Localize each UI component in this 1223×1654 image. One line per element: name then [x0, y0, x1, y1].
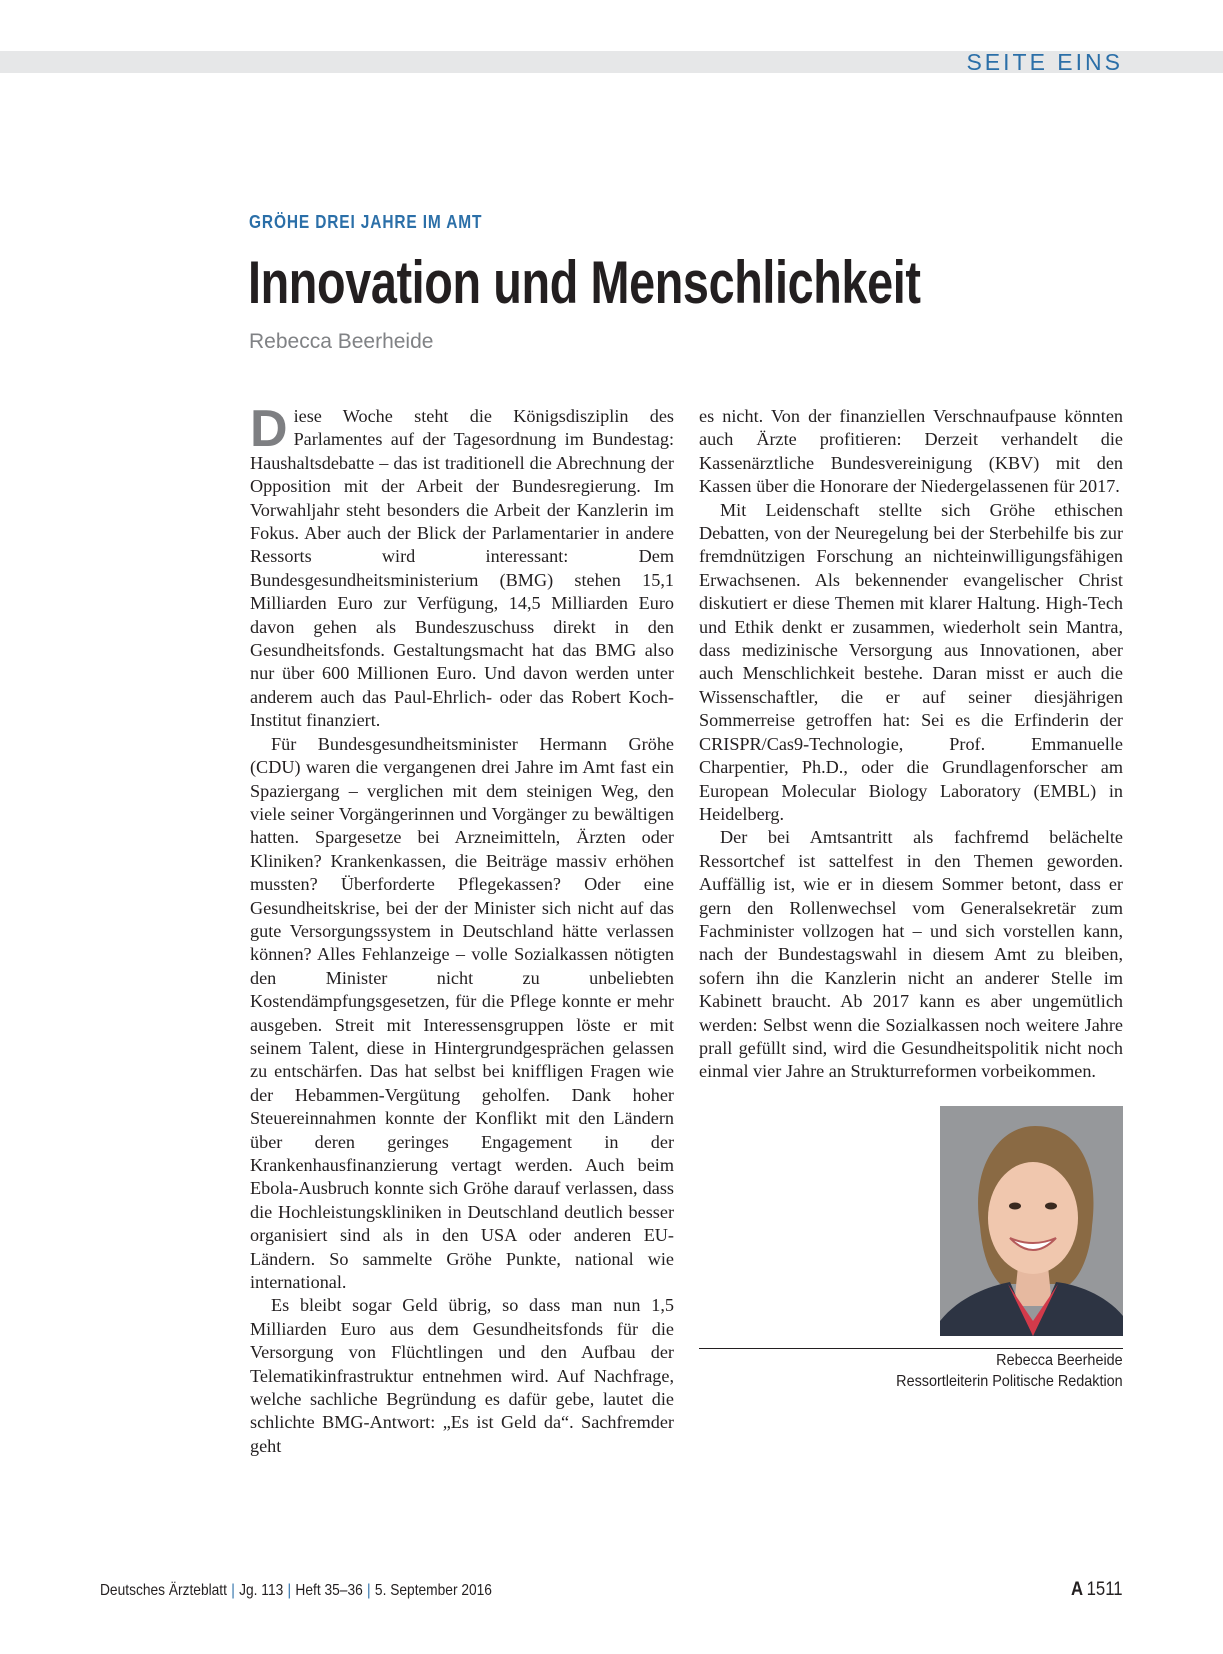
footer-date: 5. September 2016: [374, 1582, 492, 1599]
footer-separator: |: [287, 1582, 292, 1599]
article-title: Innovation und Menschlichkeit: [248, 249, 921, 316]
footer-publication-info: [100, 1582, 492, 1600]
page-number: 1511: [1087, 1579, 1123, 1600]
paragraph: Es bleibt sogar Geld übrig, so dass man nun 1,5 Milliarden Euro aus dem Gesundheitsfonds für die Versorgung von Flüchtlingen und den Aufbau der Telematikinfrastruktur entnehmen wird. Auf Nachfrage, welche sachliche Begründung es dafür gebe, lautet die schlichte BMG-Antwort: „Es ist Geld da“. Sachfremder geht: [250, 1295, 674, 1456]
drop-cap: D: [250, 400, 288, 458]
footer-journal: Deutsches Ärzteblatt: [100, 1582, 227, 1599]
page-prefix: A: [1071, 1579, 1084, 1600]
article-column-right: [699, 405, 1123, 1084]
author-portrait-photo: [940, 1106, 1123, 1336]
article-kicker: GRÖHE DREI JAHRE IM AMT: [249, 212, 483, 232]
paragraph: Diese Woche steht die Königsdisziplin des Parlamentes auf der Tagesordnung im Bundestag: Haushaltsdebatte – das ist traditionell die Abrechnung der Opposition mit der Arbeit der Bundesregierung. Im Vorwahljahr steht besonders die Arbeit der Kanzlerin im Fokus. Aber auch der Blick der Parlamentarier in andere Ressorts wird interessant: Dem Bundesgesundheitsministerium (BMG) stehen 15,1 Milliarden Euro zur Verfügung, 14,5 Milliarden Euro davon gehen als Bundeszuschuss direkt in den Gesundheitsfonds. Gestaltungsmacht hat das BMG also nur über 600 Millionen Euro. Und davon werden unter anderem auch das Paul-Ehrlich- oder das Robert Koch-Institut finanziert.: [250, 400, 674, 731]
paragraph: Der bei Amtsantritt als fachfremd belächelte Ressortchef ist sattelfest in den Themen geworden. Auffällig ist, wie er in diesem Sommer betont, dass er gern den Rollenwechsel vom Generalsekretär zum Fachminister vollzogen hat – und sich vorstellen kann, nach der Bundestagswahl in diesem Amt zu bleiben, sofern ihn die Kanzlerin nicht an anderer Stelle im Kabinett braucht. Ab 2017 kann es aber ungemütlich werden: Selbst wenn die Sozialkassen noch weitere Jahre prall gefüllt sind, wird die Gesundheitspolitik nicht noch einmal vier Jahre an Strukturreformen vorbeikommen.: [699, 827, 1123, 1082]
footer-separator: |: [367, 1582, 371, 1599]
photo-caption: [896, 1350, 1123, 1392]
caption-name: Rebecca Beerheide: [996, 1352, 1123, 1369]
footer-page-number: [1071, 1579, 1123, 1601]
paragraph: Mit Leidenschaft stellte sich Gröhe ethischen Debatten, von der Neuregelung bei der Sterbehilfe bis zur fremdnützigen Forschung an nichteinwilligungsfähigen Erwachsenen. Als bekennender evangelischer Christ diskutiert er diese Themen mit klarer Haltung. High-Tech und Ethik denkt er zusammen, wiederholt sein Mantra, dass medizinische Versorgung aus Innovationen, aber auch Menschlichkeit bestehe. Daran misst er auch die Wissenschaftler, die er auf seiner diesjährigen Sommerreise getroffen hat: Sei es die Erfinderin der CRISPR/Cas9-Technologie, Prof. Emmanuelle Charpentier, Ph.D., oder die Grundlagenforscher am European Molecular Biology Laboratory (EMBL) in Heidelberg.: [699, 499, 1123, 824]
paragraph: es nicht. Von der finanziellen Verschnaufpause könnten auch Ärzte profitieren: Derzeit verhandelt die Kassenärztliche Bundesvereinigung (KBV) mit den Kassen über die Honorare der Niedergelassenen für 2017.: [699, 406, 1123, 497]
footer-issue: Heft 35–36: [295, 1582, 363, 1599]
caption-divider: [699, 1348, 1123, 1349]
caption-role: Ressortleiterin Politische Redaktion: [896, 1373, 1123, 1390]
article-author: Rebecca Beerheide: [249, 330, 434, 353]
article-column-left: [250, 400, 674, 1458]
section-label: SEITE EINS: [966, 49, 1123, 75]
footer-volume: Jg. 113: [239, 1582, 284, 1599]
paragraph: Für Bundesgesundheitsminister Hermann Gröhe (CDU) waren die vergangenen drei Jahre im Amt fast ein Spaziergang – verglichen mit dem steinigen Weg, den viele seiner Vorgängerinnen und Vorgänger zu bewältigen hatten. Spargesetze bei Arzneimitteln, Ärzten oder Kliniken? Krankenkassen, die Beiträge massiv erhöhen mussten? Überforderte Pflegekassen? Oder eine Gesundheitskrise, bei der der Minister sich nicht auf das gute Versorgungssystem in Deutschland hätte verlassen können? Alles Fehlanzeige – volle Sozialkassen nötigten den Minister nicht zu unbeliebten Kostendämpfungsgesetzen, für die Pflege konnte er mehr ausgeben. Streit mit Interessensgruppen löste er mit seinem Talent, diese in Hintergrundgesprächen gelassen zu entschärfen. Das hat selbst bei kniffligen Fragen wie der Hebammen-Vergütung geholfen. Dank hoher Steuereinnahmen konnte der Konflikt mit den Ländern über deren geringes Engagement in der Krankenhausfinanzierung vertagt werden. Auch beim Ebola-Ausbruch konnte sich Gröhe darauf verlassen, dass die Hochleistungskliniken in Deutschland deutlich besser organisiert sind als in den USA oder anderen EU-Ländern. So sammelte Gröhe Punkte, national wie international.: [250, 733, 674, 1293]
footer-separator: |: [231, 1582, 235, 1599]
